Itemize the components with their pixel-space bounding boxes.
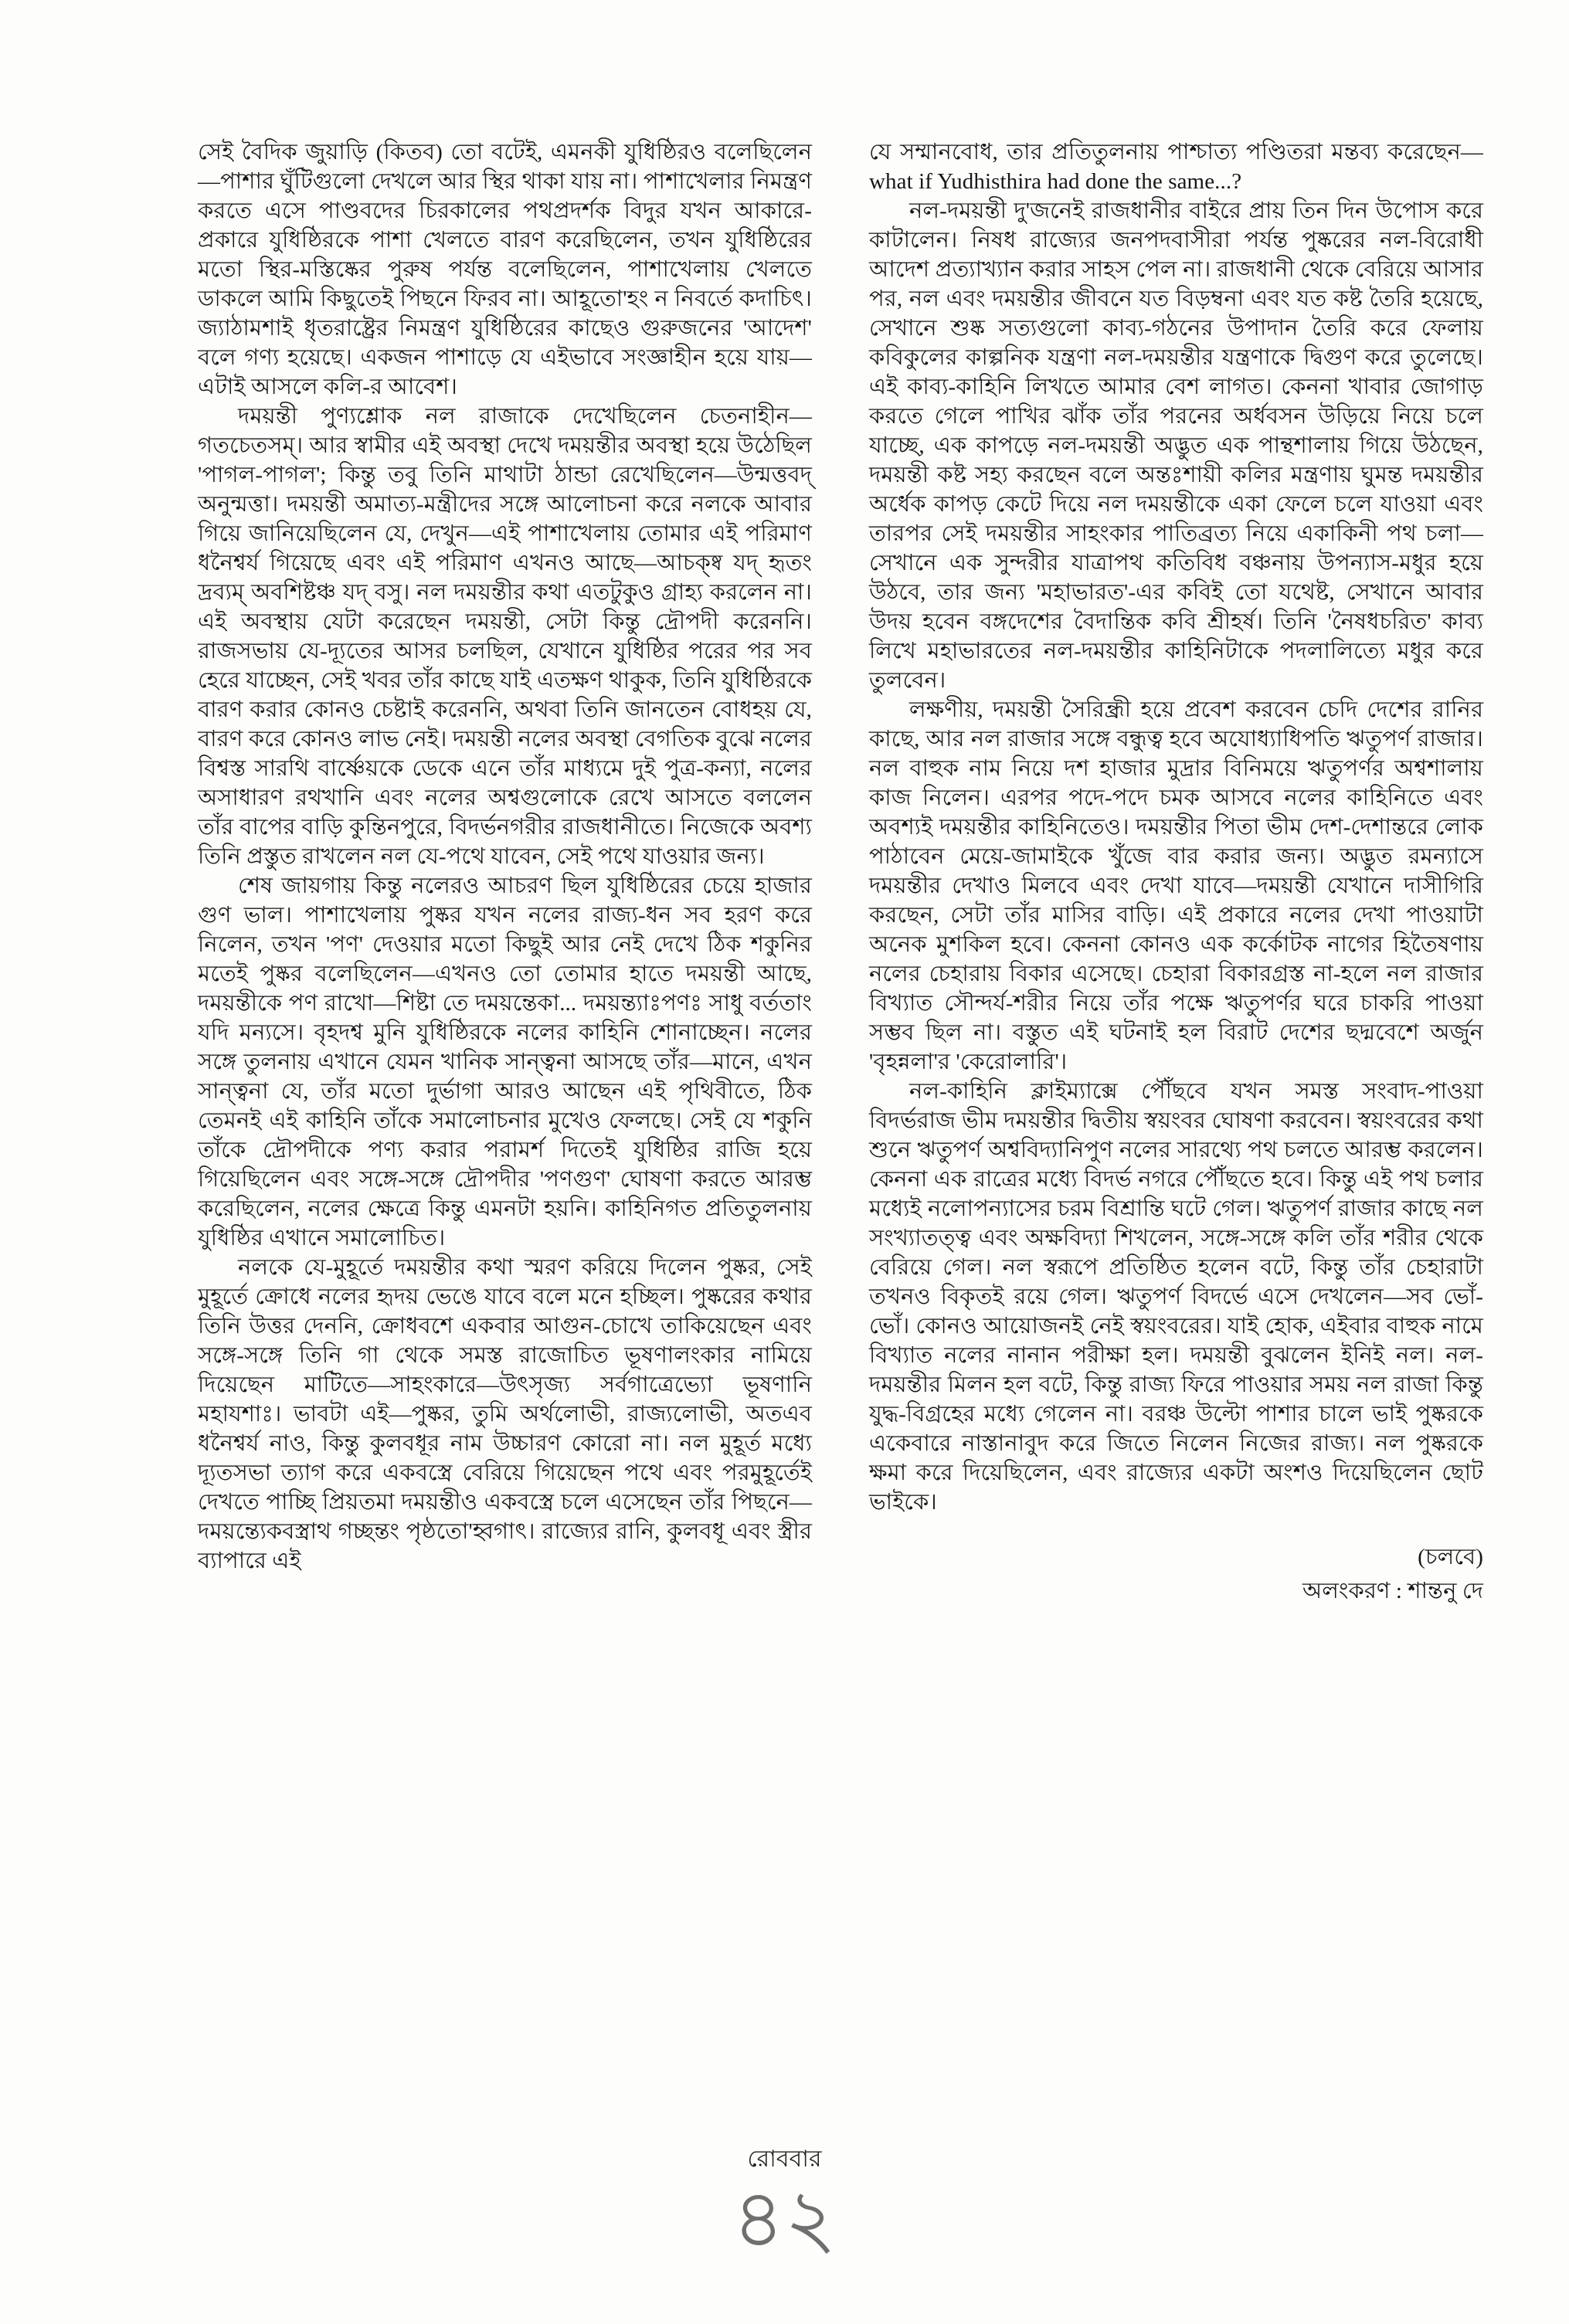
- to-be-continued: (চলবে): [1418, 1545, 1483, 1569]
- paragraph: নল-দময়ন্তী দু'জনেই রাজধানীর বাইরে প্রায় তিন দিন উপোস করে কাটালেন। নিষধ রাজ্যের জনপদবাসীরা পর্যন্ত পুষ্করের নল-বিরোধী আদেশ প্রত্যাখ্যান করার সাহস পেল না। রাজধানী থেকে বেরিয়ে আসার পর, নল এবং দময়ন্তীর জীবনে যত বিড়ম্বনা এবং যত কষ্ট তৈরি হয়েছে, সেখানে শুষ্ক সত্যগুলো কাব্য-গঠনের উপাদান তৈরি করে ফেলায় কবিকুলের কাল্পনিক যন্ত্রণা নল-দময়ন্তীর যন্ত্রণাকে দ্বিগুণ করে তুলেছে। এই কাব্য-কাহিনি লিখতে আমার বেশ লাগত। কেননা খাবার জোগাড় করতে গেলে পাখির ঝাঁক তাঁর পরনের অর্ধবসন উড়িয়ে নিয়ে চলে যাচ্ছে, এক কাপড়ে নল-দময়ন্তী অদ্ভুত এক পান্থশালায় গিয়ে উঠছেন, দময়ন্তী কষ্ট সহ্য করছেন বলে অন্তঃশায়ী কলির মন্ত্রণায় ঘুমন্ত দময়ন্তীর অর্ধেক কাপড় কেটে দিয়ে নল দময়ন্তীকে একা ফেলে চলে যাওয়া এবং তারপর সেই দময়ন্তীর সাহংকার পাতিব্রত্য নিয়ে একাকিনী পথ চলা—সেখানে এক সুন্দরীর যাত্রাপথ কতিবিধ বঞ্চনায় উপন্যাস-মধুর হয়ে উঠবে, তার জন্য 'মহাভারত'-এর কবিই তো যথেষ্ট, সেখানে আবার উদয় হবেন বঙ্গদেশের বৈদান্তিক কবি শ্রীহর্ষ। তিনি 'নৈষধচরিত' কাব্য লিখে মহাভারতের নল-দময়ন্তীর কাহিনিটাকে পদলালিত্যে মধুর করে তুলবেন।: [869, 198, 1483, 693]
- article-credits: [869, 1540, 1483, 1608]
- paragraph: নলকে যে-মুহূর্তে দময়ন্তীর কথা স্মরণ করিয়ে দিলেন পুষ্কর, সেই মুহূর্তে ক্রোধে নলের হৃদয় ভেঙে যাবে বলে মনে হচ্ছিল। পুষ্করের কথার তিনি উত্তর দেননি, ক্রোধবশে একবার আগুন-চোখে তাকিয়েছেন এবং সঙ্গে-সঙ্গে তিনি গা থেকে সমস্ত রাজোচিত ভূষণালংকার নামিয়ে দিয়েছেন মাটিতে—সাহংকারে—উৎসৃজ্য সর্বগাত্রেভ্যো ভূষণানি মহাযশাঃ। ভাবটা এই—পুষ্কর, তুমি অর্থলোভী, রাজ্যলোভী, অতএব ধনৈশ্বর্য নাও, কিন্তু কুলবধূর নাম উচ্চারণ কোরো না। নল মুহূর্ত মধ্যে দ্যূতসভা ত্যাগ করে একবস্ত্রে বেরিয়ে গিয়েছেন পথে এবং পরমুহূর্তেই দেখতে পাচ্ছি প্রিয়তমা দময়ন্তীও একবস্ত্রে চলে এসেছেন তাঁর পিছনে—দময়ন্ত্যেকবস্ত্রাথ গচ্ছন্তং পৃষ্ঠতো'হ্বগাৎ। রাজ্যের রানি, কুলবধূ এবং স্ত্রীর ব্যাপারে এই: [198, 1255, 812, 1573]
- paragraph: যে সম্মানবোধ, তার প্রতিতুলনায় পাশ্চাত্য পণ্ডিতরা মন্তব্য করেছেন—what if Yudhisthira had done the same...?: [869, 140, 1483, 194]
- magazine-name: রোববার: [747, 2146, 822, 2172]
- paragraph: লক্ষণীয়, দময়ন্তী সৈরিন্ধ্রী হয়ে প্রবেশ করবেন চেদি দেশের রানির কাছে, আর নল রাজার সঙ্গে বন্ধুত্ব হবে অযোধ্যাধিপতি ঋতুপর্ণ রাজার। নল বাহুক নাম নিয়ে দশ হাজার মুদ্রার বিনিময়ে ঋতুপর্ণর অশ্বশালায় কাজ নিলেন। এরপর পদে-পদে চমক আসবে নলের কাহিনিতে এবং অবশ্যই দময়ন্তীর কাহিনিতেও। দময়ন্তীর পিতা ভীম দেশ-দেশান্তরে লোক পাঠাবেন মেয়ে-জামাইকে খুঁজে বার করার জন্য। অদ্ভুত রমন্যাসে দময়ন্তীর দেখাও মিলবে এবং দেখা যাবে—দময়ন্তী যেখানে দাসীগিরি করছেন, সেটা তাঁর মাসির বাড়ি। এই প্রকারে নলের দেখা পাওয়াটা অনেক মুশকিল হবে। কেননা কোনও এক কর্কোটক নাগের হিতৈষণায় নলের চেহারায় বিকার এসেছে। চেহারা বিকারগ্রস্ত না-হলে নল রাজার বিখ্যাত সৌন্দর্য-শরীর নিয়ে তাঁর পক্ষে ঋতুপর্ণর ঘরে চাকরি পাওয়া সম্ভব ছিল না। বস্তুত এই ঘটনাই হল বিরাট দেশের ছদ্মবেশে অর্জুন 'বৃহন্নলা'র 'কেরোলারি'।: [869, 697, 1483, 1074]
- paragraph: শেষ জায়গায় কিন্তু নলেরও আচরণ ছিল যুধিষ্ঠিরের চেয়ে হাজার গুণ ভাল। পাশাখেলায় পুষ্কর যখন নলের রাজ্য-ধন সব হরণ করে নিলেন, তখন 'পণ' দেওয়ার মতো কিছুই আর নেই দেখে ঠিক শকুনির মতেই পুষ্কর বলেছিলেন—এখনও তো তোমার হাতে দময়ন্তী আছে, দময়ন্তীকে পণ রাখো—শিষ্টা তে দময়ন্তেকা... দময়ন্ত্যাঃপণঃ সাধু বর্ততাং যদি মন্যসে। বৃহদশ্ব মুনি যুধিষ্ঠিরকে নলের কাহিনি শোনাচ্ছেন। নলের সঙ্গে তুলনায় এখানে যেমন খানিক সান্ত্বনা আসছে তাঁর—মানে, এখন সান্ত্বনা যে, তাঁর মতো দুর্ভাগা আরও আছেন এই পৃথিবীতে, ঠিক তেমনই এই কাহিনি তাঁকে সমালোচনার মুখেও ফেলছে। সেই যে শকুনি তাঁকে দ্রৌপদীকে পণ্য করার পরামর্শ দিতেই যুধিষ্ঠির রাজি হয়ে গিয়েছিলেন এবং সঙ্গে-সঙ্গে দ্রৌপদীর 'পণগুণ' ঘোষণা করতে আরম্ভ করেছিলেন, নলের ক্ষেত্রে কিন্তু এমনটা হয়নি। কাহিনিগত প্রতিতুলনায় যুধিষ্ঠির এখানে সমালোচিত।: [198, 874, 812, 1250]
- column-right: [869, 137, 1483, 1608]
- page-number: ৪২: [732, 2175, 837, 2264]
- paragraph: দময়ন্তী পুণ্যশ্লোক নল রাজাকে দেখেছিলেন চেতনাহীন—গতচেতসম্। আর স্বামীর এই অবস্থা দেখে দময়ন্তীর অবস্থা হয়ে উঠেছিল 'পাগল-পাগল'; কিন্তু তবু তিনি মাথাটা ঠান্ডা রেখেছিলেন—উন্মত্তবদ্ অনুন্মত্তা। দময়ন্তী অমাত্য-মন্ত্রীদের সঙ্গে আলোচনা করে নলকে আবার গিয়ে জানিয়েছিলেন যে, দেখুন—এই পাশাখেলায় তোমার এই পরিমাণ ধনৈশ্বর্য গিয়েছে এবং এই পরিমাণ এখনও আছে—আচক্ষ্ব যদ্ হৃতং দ্রব্যম্ অবশিষ্টঞ্চ যদ্ বসু। নল দময়ন্তীর কথা এতটুকুও গ্রাহ্য করলেন না। এই অবস্থায় যেটা করেছেন দময়ন্তী, সেটা কিন্তু দ্রৌপদী করেননি। রাজসভায় যে-দ্যূতের আসর চলছিল, যেখানে যুধিষ্ঠির পরের পর সব হেরে যাচ্ছেন, সেই খবর তাঁর কাছে যাই এতক্ষণ থাকুক, তিনি যুধিষ্ঠিরকে বারণ করার কোনও চেষ্টাই করেননি, অথবা তিনি জানতেন বোধহয় যে, বারণ করে কোনও লাভ নেই। দময়ন্তী নলের অবস্থা বেগতিক বুঝে নলের বিশ্বস্ত সারথি বার্ষ্ণেয়কে ডেকে এনে তাঁর মাধ্যমে দুই পুত্র-কন্যা, নলের অসাধারণ রথখানি এবং নলের অশ্বগুলোকে রেখে আসতে বললেন তাঁর বাপের বাড়ি কুন্তিনপুরে, বিদর্ভনগরীর রাজধানীতে। নিজেকে অবশ্য তিনি প্রস্তুত রাখলেন নল যে-পথে যাবেন, সেই পথে যাওয়ার জন্য।: [198, 404, 812, 869]
- column-right-paragraphs: [869, 137, 1483, 1517]
- article-body: [198, 137, 1483, 1608]
- column-left: [198, 137, 812, 1608]
- paragraph: নল-কাহিনি ক্লাইম্যাক্সে পৌঁছবে যখন সমস্ত সংবাদ-পাওয়া বিদর্ভরাজ ভীম দময়ন্তীর দ্বিতীয় স্বয়ংবর ঘোষণা করবেন। স্বয়ংবরের কথা শুনে ঋতুপর্ণ অশ্ববিদ্যানিপুণ নলের সারথ্যে পথ চলতে আরম্ভ করলেন। কেননা এক রাত্রের মধ্যে বিদর্ভ নগরে পৌঁছতে হবে। কিন্তু এই পথ চলার মধ্যেই নলোপন্যাসের চরম বিশ্রান্তি ঘটে গেল। ঋতুপর্ণ রাজার কাছে নল সংখ্যাতত্ত্ব এবং অক্ষবিদ্যা শিখলেন, সঙ্গে-সঙ্গে কলি তাঁর শরীর থেকে বেরিয়ে গেল। নল স্বরূপে প্রতিষ্ঠিত হলেন বটে, কিন্তু তাঁর চেহারাটা তখনও বিকৃতই রয়ে গেল। ঋতুপর্ণ বিদর্ভে এসে দেখলেন—সব ভোঁ-ভোঁ। কোনও আয়োজনই নেই স্বয়ংবরের। যাই হোক, এইবার বাহুক নামে বিখ্যাত নলের নানান পরীক্ষা হল। দময়ন্তী বুঝলেন ইনিই নল। নল-দময়ন্তীর মিলন হল বটে, কিন্তু রাজ্য ফিরে পাওয়ার সময় নল রাজা কিন্তু যুদ্ধ-বিগ্রহের মধ্যে গেলেন না। বরঞ্চ উল্টো পাশার চালে ভাই পুষ্করকে একেবারে নাস্তানাবুদ করে জিতে নিলেন নিজের রাজ্য। নল পুষ্করকে ক্ষমা করে দিয়েছিলেন, এবং রাজ্যের একটা অংশও দিয়েছিলেন ছোট ভাইকে।: [869, 1079, 1483, 1515]
- paragraph: সেই বৈদিক জুয়াড়ি (কিতব) তো বটেই, এমনকী যুধিষ্ঠিরও বলেছিলেন—পাশার ঘুঁটিগুলো দেখলে আর স্থির থাকা যায় না। পাশাখেলার নিমন্ত্রণ করতে এসে পাণ্ডবদের চিরকালের পথপ্রদর্শক বিদুর যখন আকারে-প্রকারে যুধিষ্ঠিরকে পাশা খেলতে বারণ করেছিলেন, তখন যুধিষ্ঠিরের মতো স্থির-মস্তিষ্কের পুরুষ পর্যন্ত বলেছিলেন, পাশাখেলায় খেলতে ডাকলে আমি কিছুতেই পিছনে ফিরব না। আহূতো'হং ন নিবর্তে কদাচিৎ। জ্যাঠামশাই ধৃতরাষ্ট্রের নিমন্ত্রণ যুধিষ্ঠিরের কাছেও গুরুজনের 'আদেশ' বলে গণ্য হয়েছে। একজন পাশাড়ে যে এইভাবে সংজ্ঞাহীন হয়ে যায়—এটাই আসলে কলি-র আবেশ।: [198, 140, 812, 399]
- illustration-credit: অলংকরণ : শান্তনু দে: [1302, 1579, 1483, 1603]
- page-footer: [0, 2146, 1569, 2264]
